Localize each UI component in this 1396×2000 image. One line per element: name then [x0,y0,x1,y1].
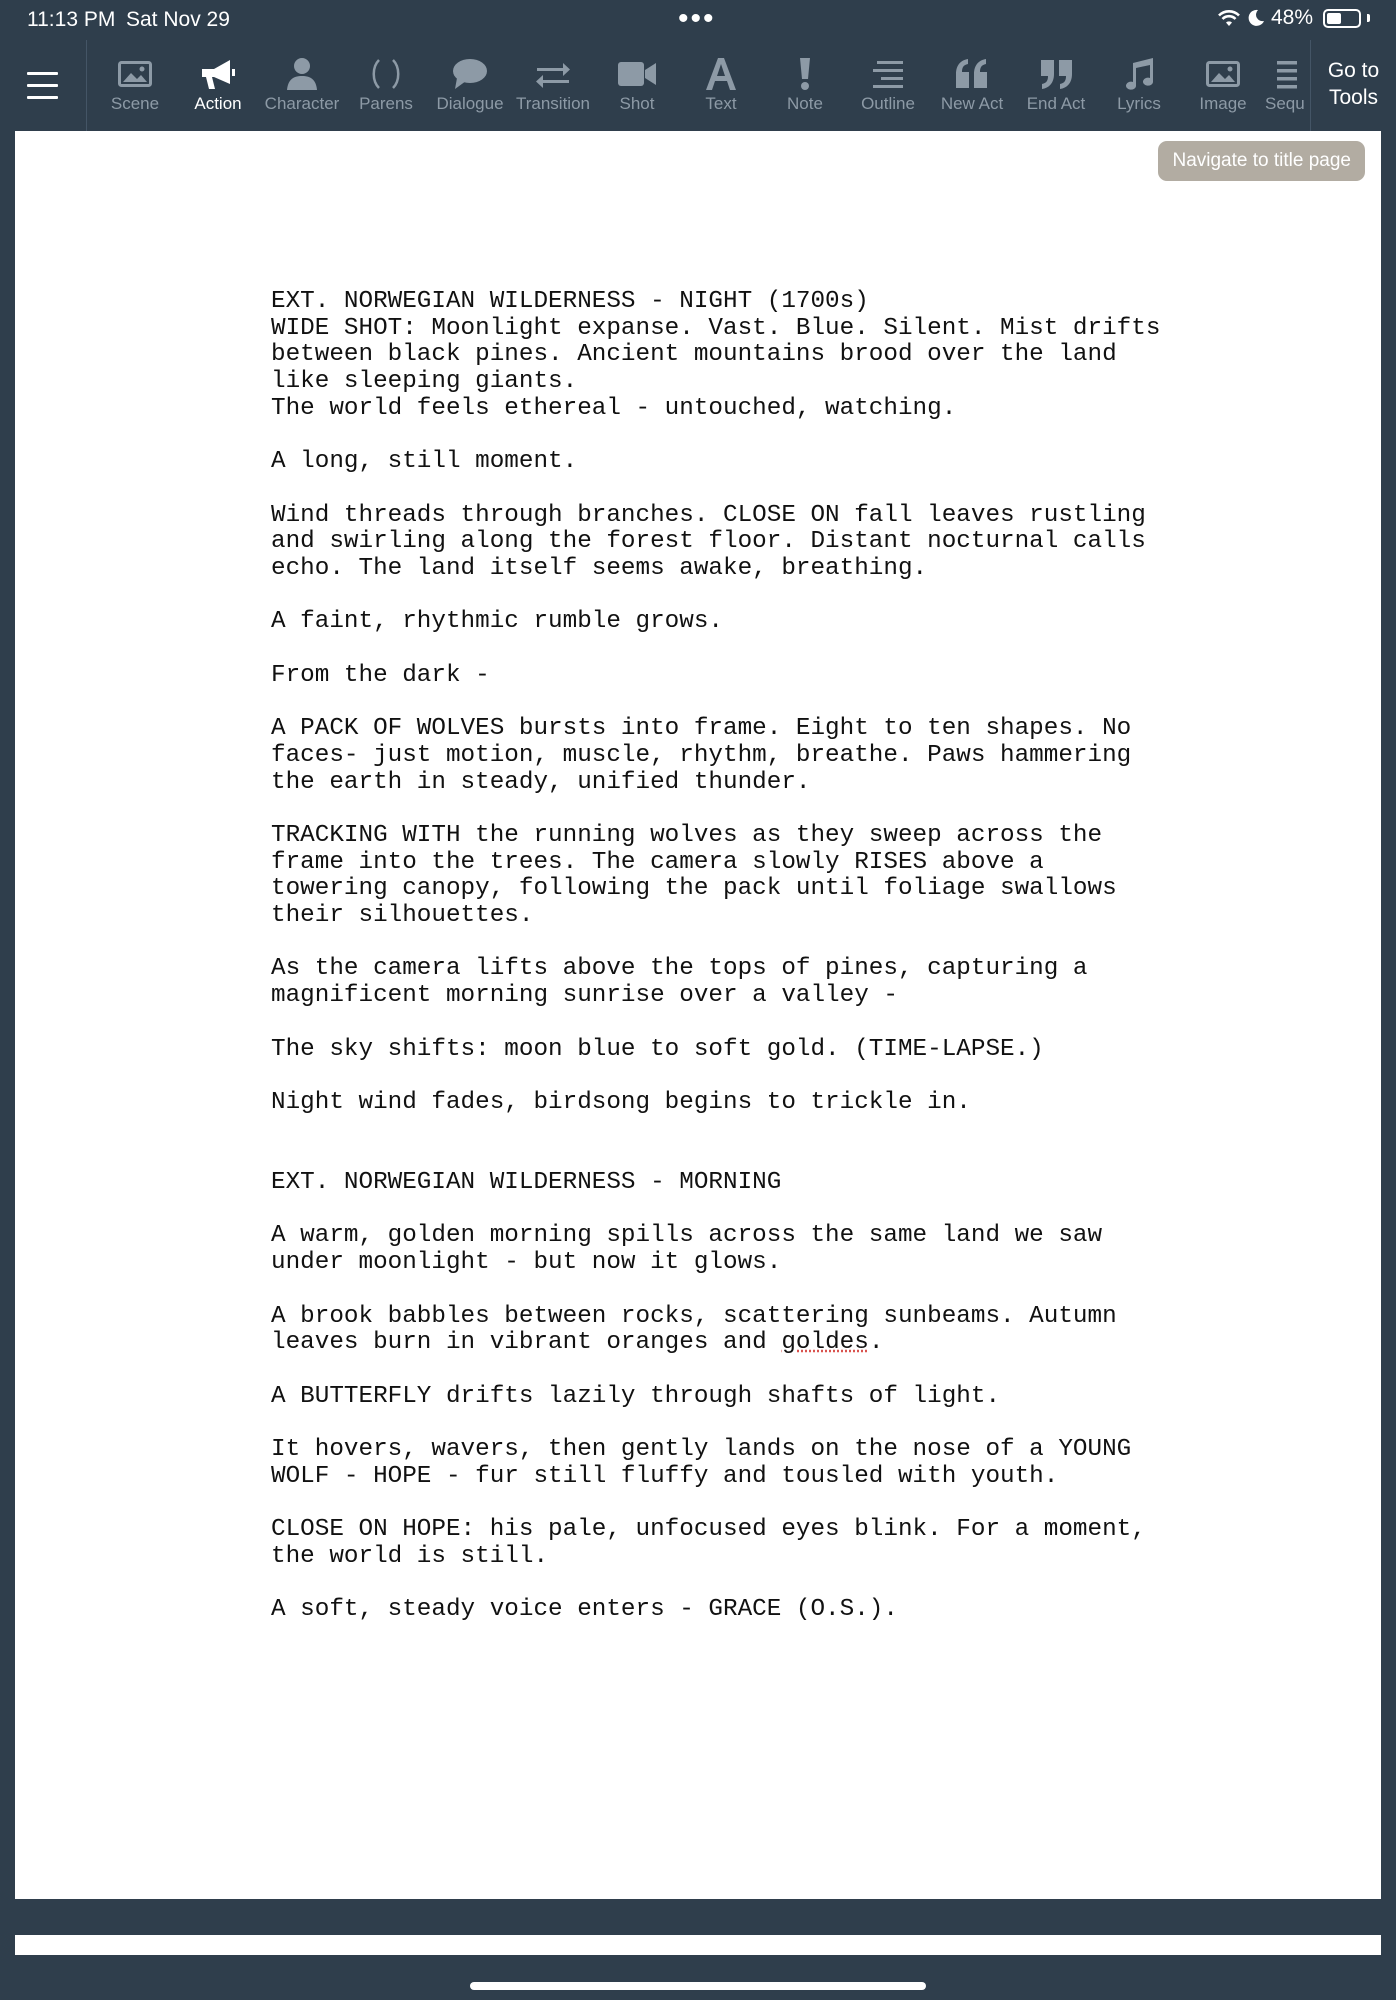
script-line[interactable] [271,1037,1271,1064]
script-line[interactable] [271,1517,1271,1544]
script-line[interactable] [271,369,1271,396]
script-line-text: It hovers, wavers, then gently lands on the nose of a YOUNG [271,1436,1132,1464]
letter-a-icon [679,54,763,94]
status-date: Sat Nov 29 [126,8,230,31]
tool-label: Dialogue [436,94,504,113]
battery-percentage: 48% [1270,6,1313,29]
tool-transition[interactable] [511,40,595,131]
script-line-text: WOLF - HOPE - fur still fluffy and tousled with youth. [271,1462,1059,1490]
moon-icon [1247,9,1265,27]
menu-button[interactable] [0,40,87,131]
script-line-text: faces- just motion, muscle, rhythm, breathe. Paws hammering [271,741,1132,769]
tool-image[interactable] [1181,40,1265,131]
script-line-text: towering canopy, following the pack until foliage swallows [271,875,1117,903]
script-line-text: like sleeping giants. [271,368,578,396]
multitasking-dots[interactable]: ••• [678,2,716,35]
status-bar [0,0,1396,40]
script-page[interactable] [15,131,1381,1899]
script-line[interactable] [271,823,1271,850]
script-line-text: The world feels ethereal - untouched, watching. [271,394,957,422]
next-script-page[interactable] [15,1935,1381,1955]
tool-label: Transition [515,94,590,113]
script-line[interactable] [271,876,1271,903]
image-icon [93,54,177,94]
script-line-text: The sky shifts: moon blue to soft gold. (TIME-LAPSE.) [271,1035,1044,1063]
script-line-text: From the dark - [271,661,490,689]
script-line-text: EXT. NORWEGIAN WILDERNESS - MORNING [271,1169,782,1197]
script-line[interactable] [271,1384,1271,1411]
script-line[interactable] [271,529,1271,556]
tool-label: End Act [1026,94,1086,113]
script-line[interactable] [271,449,1271,476]
tool-character[interactable] [260,40,344,131]
status-time: 11:13 PM [27,8,116,31]
tool-parens[interactable] [344,40,428,131]
bottom-bar [0,1960,1396,2000]
tool-label: Note [787,94,823,113]
tool-label: Shot [619,94,655,113]
tool-sequ[interactable] [1265,40,1309,131]
tool-note[interactable] [763,40,847,131]
script-line-text: A warm, golden morning spills across the same land we saw [271,1222,1103,1250]
speech-bubble-icon [428,54,512,94]
element-toolbar [0,40,1396,131]
tool-text[interactable] [679,40,763,131]
tool-label: Parens [359,94,413,113]
outline-icon [846,54,930,94]
script-line-text: EXT. NORWEGIAN WILDERNESS - NIGHT (1700s) [271,288,869,315]
script-line-text: Night wind fades, birdsong begins to trickle in. [271,1088,971,1116]
tool-label: Scene [110,94,160,113]
battery-level [1327,13,1341,24]
misspelled-word[interactable]: goldes [781,1329,869,1357]
script-line[interactable] [271,983,1271,1010]
script-line[interactable] [271,503,1271,530]
script-line[interactable] [271,316,1271,343]
megaphone-icon [176,54,260,94]
script-line-text: magnificent morning sunrise over a valley - [271,982,898,1010]
open-quote-icon [930,54,1014,94]
script-line[interactable] [271,556,1271,583]
battery-tip [1367,14,1370,22]
go-to-tools-line1: Go to [1327,59,1380,82]
script-line[interactable] [271,1437,1271,1464]
script-line-text: the earth in steady, unified thunder. [271,768,811,796]
list-icon [1265,54,1309,94]
script-line-text: under moonlight - but now it glows. [271,1249,782,1277]
script-line-text: A faint, rhythmic rumble grows. [271,608,723,636]
script-line[interactable] [271,609,1271,636]
script-line[interactable] [271,289,1271,316]
script-line-text: TRACKING WITH the running wolves as they sweep across the [271,821,1103,849]
tool-label: Action [194,94,242,113]
tool-action[interactable] [176,40,260,131]
script-line[interactable] [271,396,1271,423]
script-line[interactable] [271,743,1271,770]
script-line[interactable] [271,1544,1271,1571]
camera-icon [595,54,679,94]
script-line-text: A brook babbles between rocks, scattering sunbeams. Autumn [271,1302,1117,1330]
script-line-text: A soft, steady voice enters - GRACE (O.S.). [271,1596,898,1624]
tool-scene[interactable] [93,40,177,131]
script-line-text: frame into the trees. The camera slowly RISES above a [271,848,1044,876]
status-indicators [1217,6,1370,30]
wifi-icon [1217,9,1241,27]
script-line[interactable] [271,1464,1271,1491]
exclamation-icon [763,54,847,94]
script-line-text: the world is still. [271,1542,549,1570]
screenplay-text[interactable] [271,289,1271,1624]
close-quote-icon [1014,54,1098,94]
go-to-tools-line2: Tools [1328,86,1379,109]
script-line-text: CLOSE ON HOPE: his pale, unfocused eyes blink. For a moment, [271,1516,1146,1544]
script-line-text: A long, still moment. [271,448,578,476]
script-line-text: A PACK OF WOLVES bursts into frame. Eight to ten shapes. No [271,715,1132,743]
script-line[interactable] [271,1170,1271,1197]
tool-label: Sequ [1265,94,1305,113]
script-line[interactable] [271,342,1271,369]
script-line[interactable] [271,850,1271,877]
battery-icon [1323,9,1361,28]
script-line[interactable] [271,1304,1271,1331]
script-line[interactable] [271,716,1271,743]
tool-outline[interactable] [846,40,930,131]
tool-dialogue[interactable] [428,40,512,131]
script-line[interactable] [271,1090,1271,1117]
script-line-text: their silhouettes. [271,902,534,930]
script-line-text: and swirling along the forest floor. Distant nocturnal calls [271,528,1146,556]
tool-label: Character [264,94,340,113]
tool-label: Lyrics [1117,94,1161,113]
tool-shot[interactable] [595,40,679,131]
tool-label: New Act [940,94,1004,113]
tool-end-act[interactable] [1014,40,1098,131]
script-line[interactable] [271,1223,1271,1250]
script-line-text: WIDE SHOT: Moonlight expanse. Vast. Blue. Silent. Mist drifts [271,314,1161,342]
tool-lyrics[interactable] [1097,40,1181,131]
script-line[interactable] [271,956,1271,983]
music-note-icon [1097,54,1181,94]
script-line-text: As the camera lifts above the tops of pines, capturing a [271,955,1088,983]
person-icon [260,54,344,94]
script-line[interactable] [271,1330,1271,1357]
arrows-icon [511,54,595,94]
navigate-to-title-page-button[interactable]: Navigate to title page [1158,141,1365,181]
script-line[interactable] [271,663,1271,690]
tool-new-act[interactable] [930,40,1014,131]
script-line-text: between black pines. Ancient mountains brood over the land [271,341,1117,369]
script-line-text: leaves burn in vibrant oranges and [271,1329,782,1357]
script-line[interactable] [271,770,1271,797]
script-line-suffix: . [868,1329,884,1357]
script-line[interactable] [271,1250,1271,1277]
go-to-tools-button[interactable] [1310,40,1396,131]
parens-icon [344,54,428,94]
image-icon [1181,54,1265,94]
script-line-text: Wind threads through branches. CLOSE ON fall leaves rustling [271,501,1146,529]
tool-label: Image [1199,94,1247,113]
script-line-text: A BUTTERFLY drifts lazily through shafts of light. [271,1382,1001,1410]
tool-label: Text [705,94,737,113]
script-line[interactable] [271,1597,1271,1624]
home-indicator[interactable] [470,1982,926,1990]
script-line-text: echo. The land itself seems awake, breathing. [271,555,928,582]
tool-label: Outline [861,94,915,113]
script-line[interactable] [271,903,1271,930]
